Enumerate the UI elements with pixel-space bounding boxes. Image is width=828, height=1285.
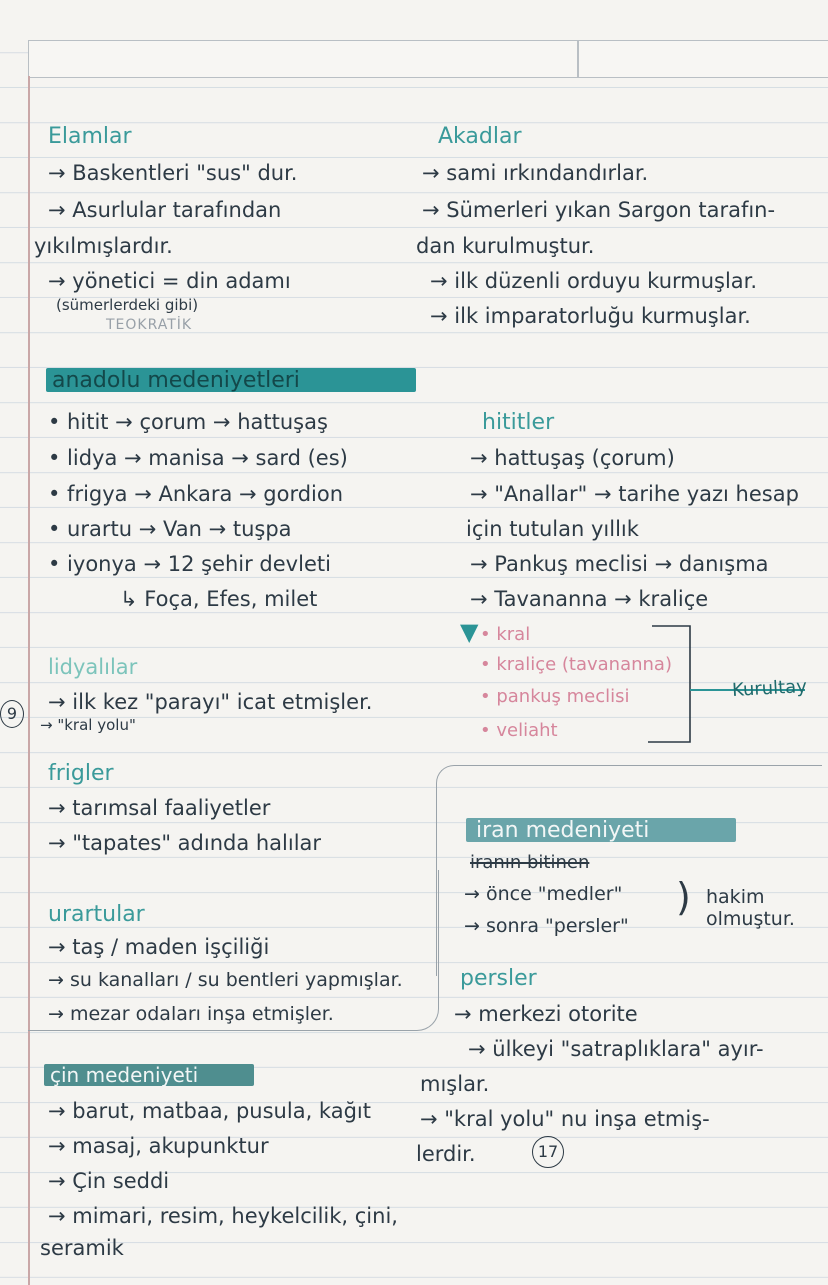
akadlar-title: Akadlar — [438, 124, 522, 149]
hititler-line-2: → "Anallar" → tarihe yazı hesap — [470, 482, 799, 506]
cin-line-4: → mimari, resim, heykelcilik, çini, — [48, 1204, 398, 1228]
elamlar-line-2: → Asurlular tarafından — [48, 198, 282, 222]
lidyalilar-title: lidyalılar — [48, 655, 138, 679]
hititler-list-3: • pankuş meclisi — [480, 686, 630, 707]
frigler-title: frigler — [48, 761, 114, 786]
hititler-title: hititler — [482, 410, 555, 435]
anadolu-item-4: • urartu → Van → tuşpa — [48, 517, 292, 541]
hititler-list-2: • kraliçe (tavananna) — [480, 654, 672, 675]
triangle-marker-icon: ▼ — [460, 618, 479, 646]
cin-line-3: → Çin seddi — [48, 1169, 170, 1193]
hititler-line-5: → Tavananna → kraliçe — [470, 587, 709, 611]
kurultay-label: Kurultay — [731, 676, 808, 701]
persler-line-1: → merkezi otorite — [454, 1002, 638, 1026]
urartular-title: urartular — [48, 902, 145, 927]
header-divider — [577, 41, 579, 77]
frigler-line-1: → tarımsal faaliyetler — [48, 796, 271, 820]
akadlar-line-2: → Sümerleri yıkan Sargon tarafın- — [422, 198, 776, 222]
anadolu-item-5: • iyonya → 12 şehir devleti — [48, 552, 331, 576]
iran-line-2: → sonra "persler" — [464, 915, 629, 937]
persler-line-5: lerdir. — [416, 1142, 476, 1166]
urartular-line-3: → mezar odaları inşa etmişler. — [48, 1003, 334, 1025]
cin-line-2: → masaj, akupunktur — [48, 1134, 269, 1158]
hititler-line-3: için tutulan yıllık — [466, 517, 639, 541]
cin-line-5: seramik — [40, 1236, 124, 1260]
lidyalilar-line-2: → "kral yolu" — [40, 716, 136, 734]
lidyalilar-circled-number: 9 — [0, 700, 24, 728]
hititler-line-4: → Pankuş meclisi → danışma — [470, 552, 769, 576]
frigler-line-2: → "tapates" adında halılar — [48, 831, 322, 855]
akadlar-line-1: → sami ırkındandırlar. — [422, 161, 649, 185]
akadlar-line-5: → ilk imparatorluğu kurmuşlar. — [430, 304, 751, 328]
urartular-line-2: → su kanalları / su bentleri yapmışlar. — [48, 969, 403, 991]
anadolu-item-2: • lidya → manisa → sard (es) — [48, 446, 348, 470]
iran-heading: iran medeniyeti — [476, 818, 650, 843]
anadolu-item-1: • hitit → çorum → hattuşaş — [48, 410, 328, 434]
iran-brace-label-2: olmuştur. — [706, 908, 795, 930]
elamlar-line-5: (sümerlerdeki gibi) — [56, 296, 199, 314]
persler-line-4: → "kral yolu" nu inşa etmiş- — [420, 1107, 710, 1131]
elamlar-line-1: → Baskentleri "sus" dur. — [48, 161, 298, 185]
header-strip — [28, 40, 828, 78]
persler-line-3: mışlar. — [420, 1072, 490, 1096]
anadolu-item-6: ↳ Foça, Efes, milet — [120, 587, 318, 611]
cin-line-1: → barut, matbaa, pusula, kağıt — [48, 1099, 371, 1123]
iran-struck-text: iranın bitinen — [470, 852, 590, 873]
persler-circled-number: 17 — [532, 1136, 564, 1168]
cin-heading: çin medeniyeti — [50, 1063, 199, 1087]
akadlar-line-4: → ilk düzenli orduyu kurmuşlar. — [430, 269, 758, 293]
elamlar-tag: TEOKRATİK — [106, 317, 193, 333]
hititler-list-1: • kral — [480, 624, 531, 645]
iran-line-1: → önce "medler" — [464, 883, 623, 905]
hititler-list-4: • veliaht — [480, 720, 558, 741]
persler-line-2: → ülkeyi "satraplıklara" ayır- — [468, 1037, 764, 1061]
iran-brace-label-1: hakim — [706, 886, 765, 908]
anadolu-heading: anadolu medeniyetleri — [52, 368, 300, 393]
hititler-line-1: → hattuşaş (çorum) — [470, 446, 675, 470]
iran-brace: ) — [676, 875, 691, 919]
margin-line — [28, 76, 30, 1285]
elamlar-line-3: yıkılmışlardır. — [34, 234, 173, 258]
persler-title: persler — [460, 966, 537, 991]
lidyalilar-line-1: → ilk kez "parayı" icat etmişler. — [48, 690, 373, 714]
elamlar-title: Elamlar — [48, 124, 132, 149]
anadolu-item-3: • frigya → Ankara → gordion — [48, 482, 344, 506]
urartular-line-1: → taş / maden işçiliği — [48, 935, 270, 959]
elamlar-line-4: → yönetici = din adamı — [48, 269, 291, 293]
akadlar-line-3: dan kurulmuştur. — [416, 234, 595, 258]
